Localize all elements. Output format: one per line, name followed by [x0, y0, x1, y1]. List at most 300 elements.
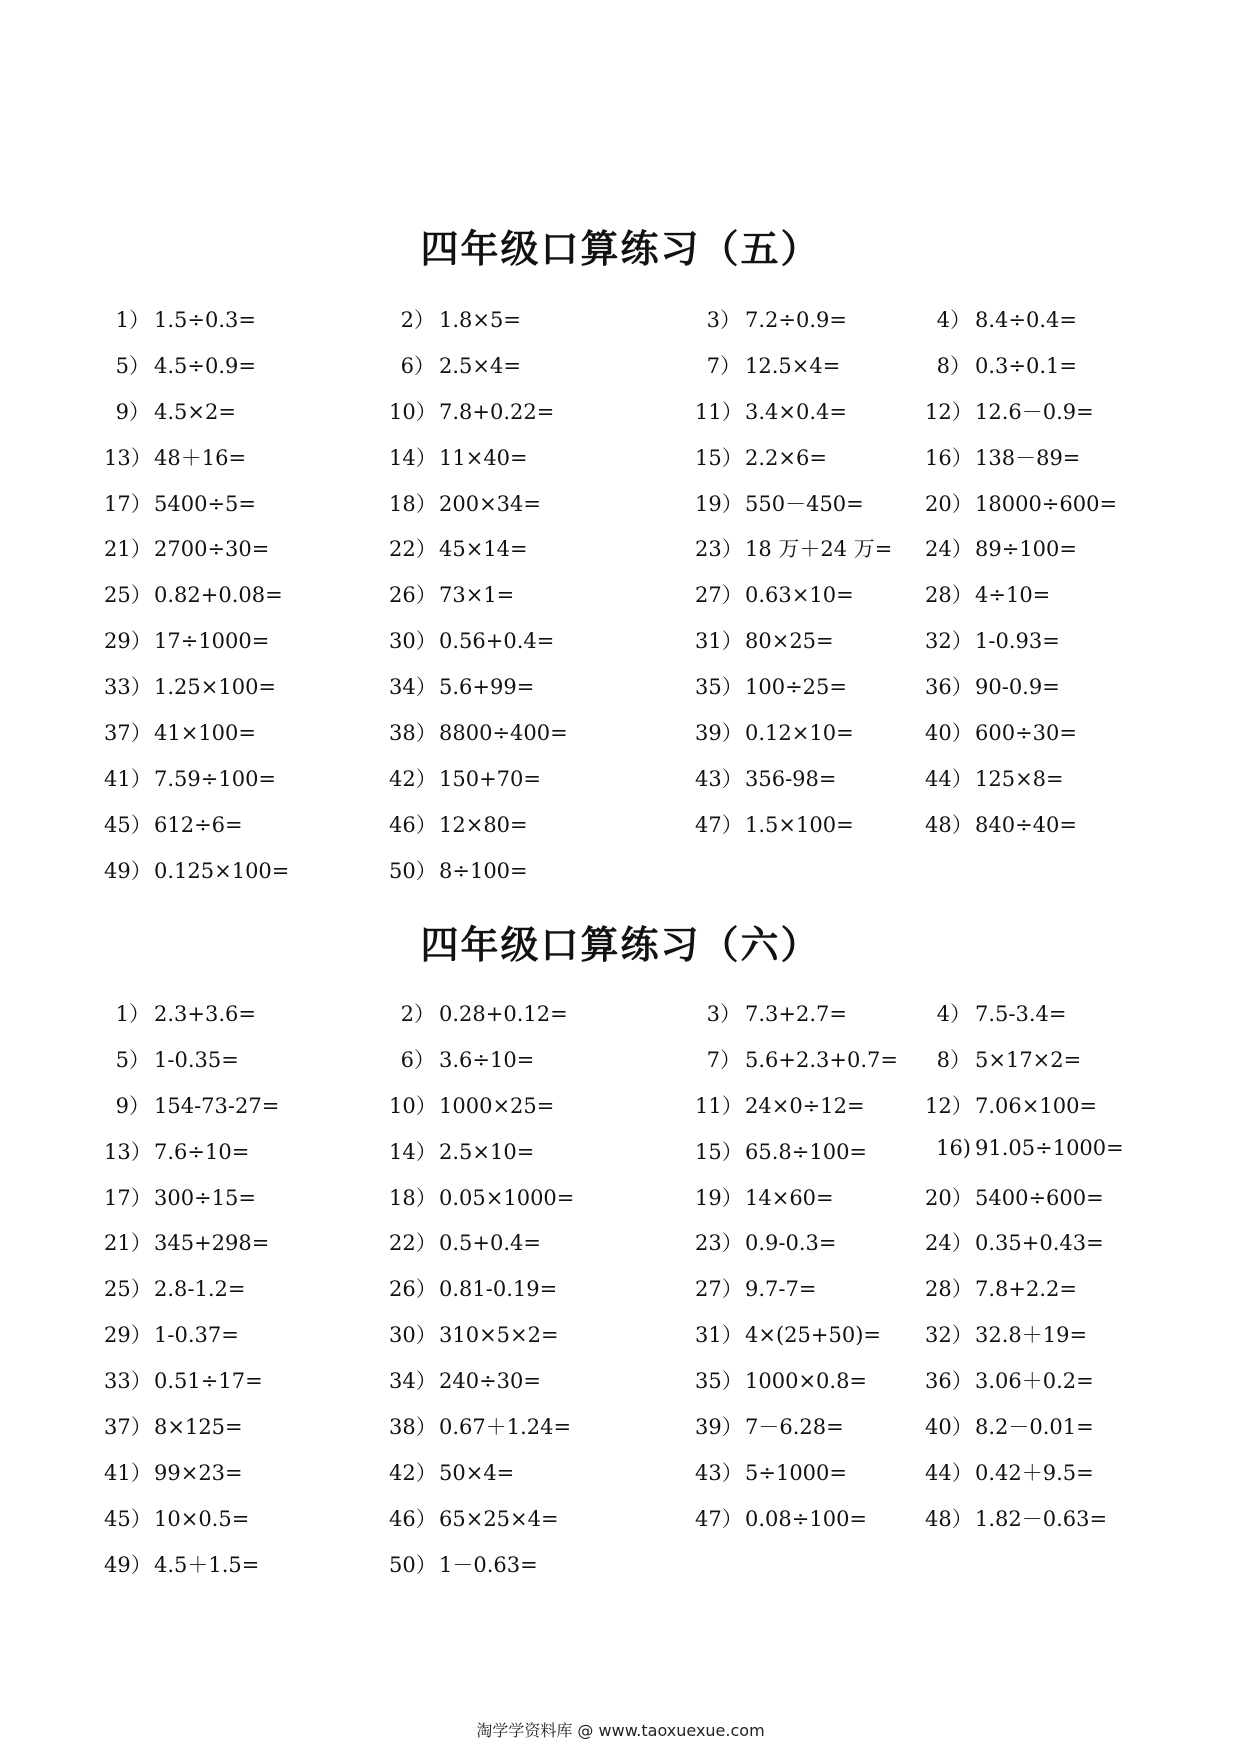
- problem-number: 19）: [695, 1185, 743, 1210]
- problem-item: [925, 809, 1077, 839]
- problem-expression: 5400÷5=: [154, 491, 256, 516]
- problem-item: [104, 1319, 239, 1349]
- problem-item: [389, 304, 521, 334]
- problem-expression: 8.4÷0.4=: [975, 308, 1077, 332]
- problem-expression: 7.8+2.2=: [975, 1277, 1077, 1302]
- problem-item: [695, 1365, 867, 1395]
- problem-item: [695, 625, 834, 655]
- problem-expression: 0.3÷0.1=: [975, 353, 1077, 378]
- problem-number: 50）: [389, 858, 437, 883]
- problem-number: 7）: [706, 1047, 741, 1072]
- worksheet-title-5: 四年级口算练习（五）: [420, 226, 821, 271]
- problem-expression: 0.42＋9.5=: [975, 1460, 1094, 1485]
- problem-item: [104, 671, 276, 701]
- problem-number: 3）: [706, 308, 741, 332]
- problem-expression: 4.5＋1.5=: [154, 1552, 260, 1577]
- problem-row: [0, 763, 1241, 809]
- problem-item: [104, 1227, 269, 1257]
- problem-expression: 7.06×100=: [975, 1093, 1098, 1118]
- problem-expression: 1.82－0.63=: [975, 1506, 1108, 1531]
- problem-item: [695, 1273, 816, 1303]
- problem-number: 24）: [925, 537, 973, 562]
- problem-item: [104, 1136, 249, 1166]
- footer-watermark: 淘学学资料库 @ www.taoxuexue.com: [476, 1721, 765, 1740]
- problem-expression: 1.8×5=: [439, 308, 521, 332]
- problem-expression: 310×5×2=: [439, 1323, 559, 1348]
- problem-number: 23）: [695, 1231, 743, 1256]
- problem-item: [389, 1136, 534, 1166]
- problem-number: 40）: [925, 1415, 973, 1440]
- problem-row: [0, 1136, 1241, 1182]
- problem-row: [0, 396, 1241, 442]
- problem-item: [104, 809, 243, 839]
- problem-expression: 12×80=: [439, 812, 528, 837]
- problem-number: 41）: [104, 1460, 152, 1485]
- problem-expression: 0.63×10=: [745, 583, 854, 608]
- problem-item: [389, 1411, 571, 1441]
- problem-number: 29）: [104, 629, 152, 654]
- problem-row: [0, 1182, 1241, 1228]
- problem-expression: 3.4×0.4=: [745, 399, 847, 424]
- problem-number: 21）: [104, 1231, 152, 1256]
- problem-item: [389, 717, 568, 747]
- problem-item: [104, 1549, 259, 1579]
- problem-item: [695, 1457, 847, 1487]
- problem-number: 17）: [104, 1185, 152, 1210]
- problem-number: 47）: [695, 812, 743, 837]
- problem-number: 43）: [695, 1460, 743, 1485]
- problem-number: 13）: [104, 445, 152, 470]
- problem-number: 12）: [925, 1093, 973, 1118]
- problem-row: [0, 809, 1241, 855]
- problem-item: [389, 1549, 538, 1579]
- problem-expression: 11×40=: [439, 445, 528, 470]
- problem-item: [695, 1503, 867, 1533]
- problem-item: [695, 1182, 834, 1212]
- problem-item: [695, 671, 847, 701]
- problem-expression: 1.25×100=: [154, 675, 277, 700]
- problem-expression: 0.67＋1.24=: [439, 1415, 572, 1440]
- problem-item: [389, 1365, 541, 1395]
- problem-item: [104, 625, 269, 655]
- problem-expression: 7.59÷100=: [154, 766, 277, 791]
- problem-number: 46）: [389, 1506, 437, 1531]
- problem-expression: 12.6－0.9=: [975, 399, 1094, 424]
- problem-expression: 1000×0.8=: [745, 1369, 868, 1394]
- problem-expression: 1.5÷0.3=: [154, 308, 256, 332]
- problem-row: [0, 671, 1241, 717]
- problem-expression: 7－6.28=: [745, 1415, 844, 1440]
- problem-expression: 48＋16=: [154, 445, 247, 470]
- problem-number: 18）: [389, 1185, 437, 1210]
- problem-expression: 0.81-0.19=: [439, 1277, 558, 1302]
- problem-number: 5）: [115, 353, 150, 378]
- problem-expression: 2.5×4=: [439, 353, 521, 378]
- problem-item: [104, 1411, 243, 1441]
- problem-item: [104, 579, 283, 609]
- problem-number: 38）: [389, 1415, 437, 1440]
- problem-expression: 150+70=: [439, 766, 541, 791]
- problem-number: 1）: [115, 1002, 150, 1026]
- problem-expression: 300÷15=: [154, 1185, 256, 1210]
- worksheet-title-6: 四年级口算练习（六）: [420, 922, 821, 967]
- problem-item: [695, 579, 854, 609]
- problem-expression: 1000×25=: [439, 1093, 555, 1118]
- problem-grid-5: [0, 304, 1241, 901]
- problem-item: [389, 533, 528, 563]
- problem-item: [389, 1273, 557, 1303]
- problem-number: 10）: [389, 1093, 437, 1118]
- problem-item: [925, 625, 1060, 655]
- problem-expression: 2.5×10=: [439, 1139, 535, 1164]
- problem-item: [104, 1273, 246, 1303]
- problem-number: 10）: [389, 399, 437, 424]
- problem-item: [695, 304, 847, 334]
- problem-row: [0, 488, 1241, 534]
- problem-number: 47）: [695, 1506, 743, 1531]
- problem-item: [104, 1365, 263, 1395]
- problem-row: [0, 1411, 1241, 1457]
- problem-item: [695, 809, 854, 839]
- problem-item: [925, 1319, 1087, 1349]
- problem-expression: 345+298=: [154, 1231, 270, 1256]
- problem-item: [925, 671, 1060, 701]
- problem-item: [695, 1090, 865, 1120]
- problem-number: 28）: [925, 583, 973, 608]
- problem-expression: 65.8÷100=: [745, 1139, 868, 1164]
- problem-row: [0, 1549, 1241, 1595]
- problem-number: 14）: [389, 445, 437, 470]
- problem-expression: 0.125×100=: [154, 858, 290, 883]
- problem-expression: 2.3+3.6=: [154, 1002, 256, 1026]
- problem-number: 27）: [695, 1277, 743, 1302]
- problem-row: [0, 855, 1241, 901]
- problem-number: 48）: [925, 812, 973, 837]
- problem-number: 20）: [925, 1185, 973, 1210]
- problem-number: 5）: [115, 1047, 150, 1072]
- problem-expression: 8800÷400=: [439, 721, 568, 746]
- problem-item: [925, 1273, 1077, 1303]
- problem-item: [925, 442, 1080, 472]
- problem-number: 42）: [389, 1460, 437, 1485]
- problem-expression: 18000÷600=: [975, 491, 1118, 516]
- problem-item: [695, 998, 847, 1028]
- problem-number: 33）: [104, 1369, 152, 1394]
- problem-expression: 7.3+2.7=: [745, 1002, 847, 1026]
- problem-item: [925, 1503, 1107, 1533]
- problem-number: 41）: [104, 766, 152, 791]
- problem-number: 24）: [925, 1231, 973, 1256]
- problem-number: 14）: [389, 1139, 437, 1164]
- problem-number: 12）: [925, 399, 973, 424]
- problem-item: [389, 809, 528, 839]
- problem-item: [925, 763, 1064, 793]
- problem-row: [0, 625, 1241, 671]
- problem-item: [389, 1044, 534, 1074]
- problem-expression: 200×34=: [439, 491, 541, 516]
- problem-expression: 50×4=: [439, 1460, 515, 1485]
- problem-expression: 0.12×10=: [745, 721, 854, 746]
- problem-expression: 2.2×6=: [745, 445, 827, 470]
- problem-number: 26）: [389, 583, 437, 608]
- problem-item: [925, 396, 1094, 426]
- problem-row: [0, 1503, 1241, 1549]
- problem-item: [389, 579, 514, 609]
- problem-expression: 8.2－0.01=: [975, 1415, 1094, 1440]
- problem-expression: 45×14=: [439, 537, 528, 562]
- problem-expression: 356-98=: [745, 766, 837, 791]
- problem-number: 9）: [115, 399, 150, 424]
- problem-expression: 7.2÷0.9=: [745, 308, 847, 332]
- problem-expression: 89÷100=: [975, 537, 1077, 562]
- problem-number: 29）: [104, 1323, 152, 1348]
- problem-number: 21）: [104, 537, 152, 562]
- problem-expression: 5400÷600=: [975, 1185, 1104, 1210]
- problem-item: [104, 717, 256, 747]
- problem-expression: 5.6+99=: [439, 675, 535, 700]
- problem-number: 42）: [389, 766, 437, 791]
- problem-item: [925, 1136, 1124, 1160]
- problem-number: 49）: [104, 1552, 152, 1577]
- problem-item: [389, 763, 541, 793]
- problem-item: [925, 1457, 1094, 1487]
- problem-expression: 2.8-1.2=: [154, 1277, 246, 1302]
- problem-expression: 32.8＋19=: [975, 1323, 1088, 1348]
- problem-item: [925, 1365, 1094, 1395]
- problem-item: [695, 1136, 867, 1166]
- problem-expression: 1-0.35=: [154, 1047, 239, 1072]
- problem-number: 28）: [925, 1277, 973, 1302]
- problem-item: [389, 671, 534, 701]
- problem-row: [0, 717, 1241, 763]
- problem-expression: 9.7-7=: [745, 1277, 817, 1302]
- problem-number: 8）: [936, 353, 971, 378]
- problem-expression: 0.28+0.12=: [439, 1002, 568, 1026]
- problem-expression: 24×0÷12=: [745, 1093, 865, 1118]
- problem-item: [925, 304, 1077, 334]
- problem-expression: 0.08÷100=: [745, 1506, 868, 1531]
- problem-number: 4）: [936, 308, 971, 332]
- problem-number: 4）: [936, 1002, 971, 1026]
- problem-item: [389, 855, 528, 885]
- problem-item: [695, 396, 847, 426]
- problem-row: [0, 350, 1241, 396]
- problem-expression: 8÷100=: [439, 858, 528, 883]
- problem-number: 43）: [695, 766, 743, 791]
- problem-expression: 1.5×100=: [745, 812, 854, 837]
- problem-expression: 5.6+2.3+0.7=: [745, 1047, 898, 1072]
- problem-item: [389, 625, 554, 655]
- problem-item: [389, 1319, 559, 1349]
- problem-expression: 10×0.5=: [154, 1506, 250, 1531]
- problem-expression: 90-0.9=: [975, 675, 1060, 700]
- problem-number: 50）: [389, 1552, 437, 1577]
- problem-number: 39）: [695, 1415, 743, 1440]
- problem-item: [695, 1319, 881, 1349]
- problem-item: [389, 1182, 574, 1212]
- problem-expression: 550－450=: [745, 491, 864, 516]
- problem-expression: 1-0.93=: [975, 629, 1060, 654]
- problem-item: [389, 442, 528, 472]
- problem-number: 44）: [925, 1460, 973, 1485]
- problem-item: [104, 350, 256, 380]
- problem-expression: 0.82+0.08=: [154, 583, 283, 608]
- problem-number: 15）: [695, 1139, 743, 1164]
- problem-expression: 125×8=: [975, 766, 1064, 791]
- problem-expression: 1-0.37=: [154, 1323, 239, 1348]
- problem-item: [925, 533, 1077, 563]
- problem-item: [104, 1182, 256, 1212]
- problem-number: 3）: [706, 1002, 741, 1026]
- problem-expression: 0.05×1000=: [439, 1185, 575, 1210]
- problem-item: [104, 1044, 239, 1074]
- problem-number: 20）: [925, 491, 973, 516]
- problem-row: [0, 442, 1241, 488]
- problem-number: 23）: [695, 537, 743, 562]
- problem-number: 7）: [706, 353, 741, 378]
- problem-item: [104, 1090, 279, 1120]
- problem-expression: 4.5÷0.9=: [154, 353, 256, 378]
- problem-number: 16): [936, 1135, 971, 1160]
- problem-row: [0, 579, 1241, 625]
- problem-expression: 14×60=: [745, 1185, 834, 1210]
- problem-item: [104, 763, 276, 793]
- problem-row: [0, 304, 1241, 350]
- problem-item: [389, 488, 541, 518]
- problem-number: 33）: [104, 675, 152, 700]
- problem-row: [0, 1227, 1241, 1273]
- problem-expression: 3.06＋0.2=: [975, 1369, 1094, 1394]
- problem-number: 18）: [389, 491, 437, 516]
- problem-item: [695, 1227, 837, 1257]
- problem-number: 40）: [925, 721, 973, 746]
- problem-item: [389, 1090, 554, 1120]
- problem-expression: 65×25×4=: [439, 1506, 559, 1531]
- problem-expression: 17÷1000=: [154, 629, 270, 654]
- problem-number: 45）: [104, 1506, 152, 1531]
- problem-number: 34）: [389, 675, 437, 700]
- problem-row: [0, 1365, 1241, 1411]
- problem-expression: 8×125=: [154, 1415, 243, 1440]
- problem-number: 48）: [925, 1506, 973, 1531]
- problem-number: 26）: [389, 1277, 437, 1302]
- problem-number: 2）: [400, 308, 435, 332]
- problem-expression: 4×(25+50)=: [745, 1323, 881, 1348]
- problem-expression: 2700÷30=: [154, 537, 270, 562]
- problem-number: 9）: [115, 1093, 150, 1118]
- problem-expression: 41×100=: [154, 721, 256, 746]
- problem-number: 37）: [104, 721, 152, 746]
- problem-number: 22）: [389, 537, 437, 562]
- problem-item: [695, 533, 892, 563]
- problem-row: [0, 998, 1241, 1044]
- problem-item: [925, 1411, 1094, 1441]
- problem-number: 19）: [695, 491, 743, 516]
- problem-item: [389, 350, 521, 380]
- problem-expression: 154-73-27=: [154, 1093, 280, 1118]
- problem-number: 36）: [925, 675, 973, 700]
- problem-number: 46）: [389, 812, 437, 837]
- problem-item: [695, 1411, 844, 1441]
- problem-number: 30）: [389, 629, 437, 654]
- problem-number: 2）: [400, 1002, 435, 1026]
- problem-grid-6: [0, 998, 1241, 1595]
- problem-row: [0, 533, 1241, 579]
- problem-number: 31）: [695, 629, 743, 654]
- problem-item: [695, 763, 837, 793]
- problem-row: [0, 1044, 1241, 1090]
- problem-item: [695, 442, 827, 472]
- problem-number: 8）: [936, 1047, 971, 1072]
- problem-item: [389, 396, 554, 426]
- problem-expression: 600÷30=: [975, 721, 1077, 746]
- problem-number: 32）: [925, 1323, 973, 1348]
- problem-item: [389, 998, 568, 1028]
- problem-item: [925, 717, 1077, 747]
- problem-number: 17）: [104, 491, 152, 516]
- problem-expression: 80×25=: [745, 629, 834, 654]
- problem-number: 36）: [925, 1369, 973, 1394]
- problem-number: 38）: [389, 721, 437, 746]
- problem-expression: 3.6÷10=: [439, 1047, 535, 1072]
- problem-expression: 5×17×2=: [975, 1047, 1082, 1072]
- problem-row: [0, 1273, 1241, 1319]
- problem-expression: 0.9-0.3=: [745, 1231, 837, 1256]
- problem-number: 11）: [695, 1093, 743, 1118]
- problem-number: 6）: [400, 1047, 435, 1072]
- problem-expression: 12.5×4=: [745, 353, 841, 378]
- problem-item: [925, 1090, 1097, 1120]
- problem-number: 13）: [104, 1139, 152, 1164]
- problem-expression: 1－0.63=: [439, 1552, 538, 1577]
- problem-item: [925, 1182, 1104, 1212]
- problem-number: 27）: [695, 583, 743, 608]
- problem-number: 44）: [925, 766, 973, 791]
- problem-expression: 7.5-3.4=: [975, 1002, 1067, 1026]
- problem-number: 49）: [104, 858, 152, 883]
- problem-expression: 91.05÷1000=: [975, 1135, 1124, 1160]
- problem-row: [0, 1090, 1241, 1136]
- problem-number: 35）: [695, 1369, 743, 1394]
- problem-item: [104, 304, 256, 334]
- problem-item: [104, 396, 236, 426]
- problem-item: [104, 488, 256, 518]
- problem-number: 30）: [389, 1323, 437, 1348]
- problem-number: 37）: [104, 1415, 152, 1440]
- problem-expression: 612÷6=: [154, 812, 243, 837]
- problem-row: [0, 1319, 1241, 1365]
- problem-expression: 100÷25=: [745, 675, 847, 700]
- problem-number: 25）: [104, 1277, 152, 1302]
- problem-item: [104, 998, 256, 1028]
- problem-item: [104, 442, 246, 472]
- problem-expression: 5÷1000=: [745, 1460, 847, 1485]
- problem-number: 34）: [389, 1369, 437, 1394]
- problem-number: 11）: [695, 399, 743, 424]
- problem-item: [925, 488, 1117, 518]
- problem-expression: 7.8+0.22=: [439, 399, 555, 424]
- problem-expression: 138－89=: [975, 445, 1081, 470]
- problem-number: 22）: [389, 1231, 437, 1256]
- problem-item: [925, 1227, 1104, 1257]
- problem-item: [104, 533, 269, 563]
- problem-item: [925, 1044, 1081, 1074]
- problem-item: [695, 717, 854, 747]
- problem-expression: 0.51÷17=: [154, 1369, 263, 1394]
- problem-item: [389, 1503, 559, 1533]
- problem-item: [389, 1227, 541, 1257]
- problem-expression: 4.5×2=: [154, 399, 236, 424]
